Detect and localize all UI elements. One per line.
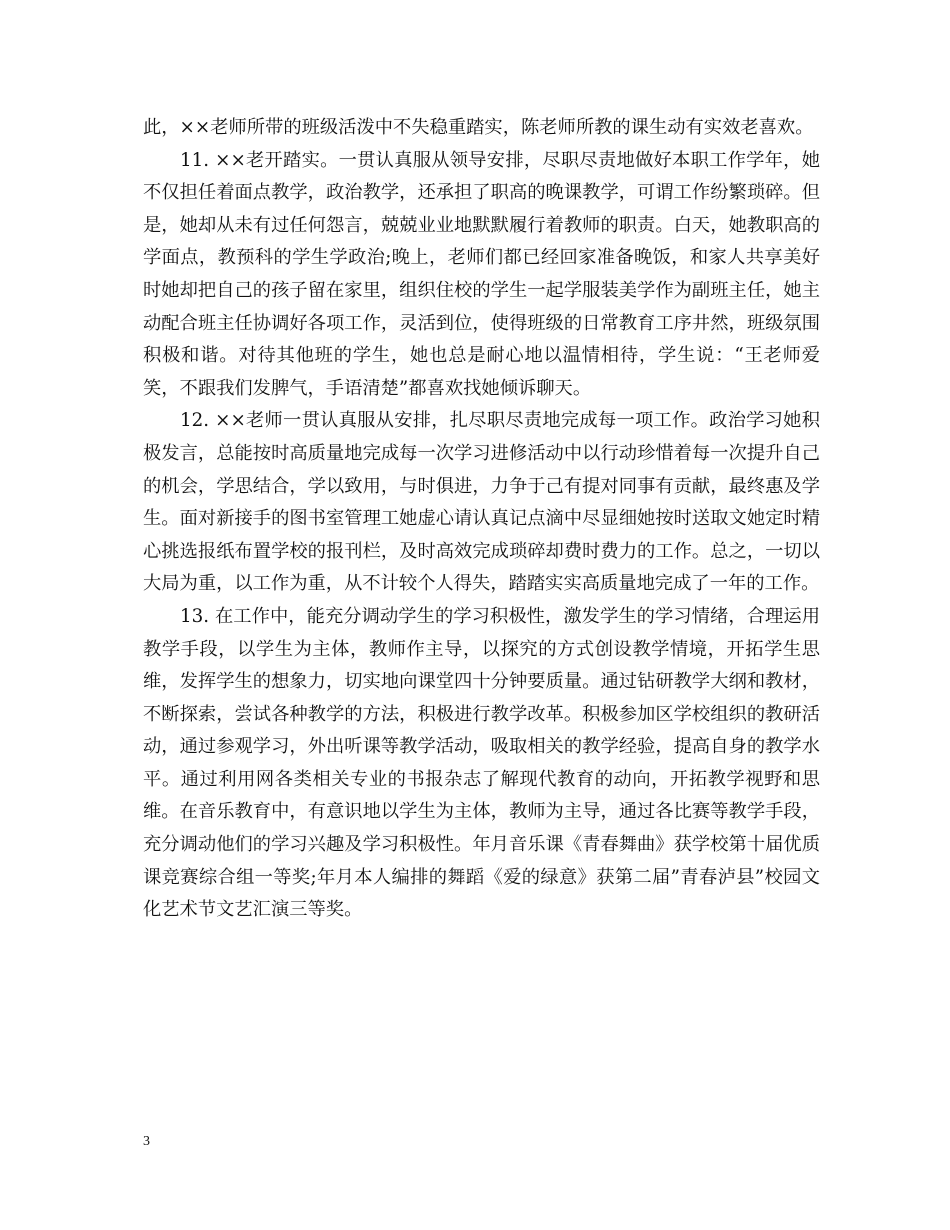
- paragraph-continuation: 此，××老师所带的班级活泼中不失稳重踏实，陈老师所教的课生动有实效老喜欢。: [143, 117, 814, 138]
- paragraph-item-11: 11. ××老开踏实。一贯认真服从领导安排，尽职尽责地做好本职工作学年，她不仅担任着面点教学，政治教学，还承担了职高的晚课教学，可谓工作纷繁琐碎。但是，她却从未有过任何怨言，兢兢业业地默默履行着教师的职责。白天，她教职高的学面点，教预科的学生学政治;晚上，老师们都已经回家准备晚饭，和家人共享美好时她却把自己的孩子留在家里，组织住校的学生一起学服装美学作为副班主任，她主动配合班主任协调好各项工作，灵活到位，使得班级的日常教育工序井然，班级氛围积极和谐。对待其他班的学生，她也总是耐心地以温情相待，学生说：“王老师爱笑，不跟我们发脾气，手语清楚”都喜欢找她倾诉聊天。: [143, 149, 820, 399]
- page-number: 3: [143, 1134, 150, 1149]
- document-body: [143, 112, 820, 927]
- paragraph-item-13: 13. 在工作中，能充分调动学生的学习积极性，激发学生的学习情绪，合理运用教学手段，以学生为主体，教师作主导，以探究的方式创设教学情境，开拓学生思维，发挥学生的想象力，切实地向课堂四十分钟要质量。通过钻研教学大纲和教材，不断探索，尝试各种教学的方法，积极进行教学改革。积极参加区学校组织的教研活动，通过参观学习，外出听课等教学活动，吸取相关的教学经验，提高自身的教学水平。通过利用网各类相关专业的书报杂志了解现代教育的动向，开拓教学视野和思维。在音乐教育中，有意识地以学生为主体，教师为主导，通过各比赛等教学手段，充分调动他们的学习兴趣及学习积极性。年月音乐课《青春舞曲》获学校第十届优质课竞赛综合组一等奖;年月本人编排的舞蹈《爱的绿意》获第二届”青春泸县”校园文化艺术节文艺汇演三等奖。: [143, 605, 820, 921]
- paragraph-item-12: 12. ××老师一贯认真服从安排，扎尽职尽责地完成每一项工作。政治学习她积极发言，总能按时高质量地完成每一次学习进修活动中以行动珍惜着每一次提升自己的机会，学思结合，学以致用，与时俱进，力争于己有提对同事有贡献，最终惠及学生。面对新接手的图书室管理工她虚心请认真记点滴中尽显细她按时送取文她定时精心挑选报纸布置学校的报刊栏，及时高效完成琐碎却费时费力的工作。总之，一切以大局为重，以工作为重，从不计较个人得失，踏踏实实高质量地完成了一年的工作。: [143, 410, 820, 595]
